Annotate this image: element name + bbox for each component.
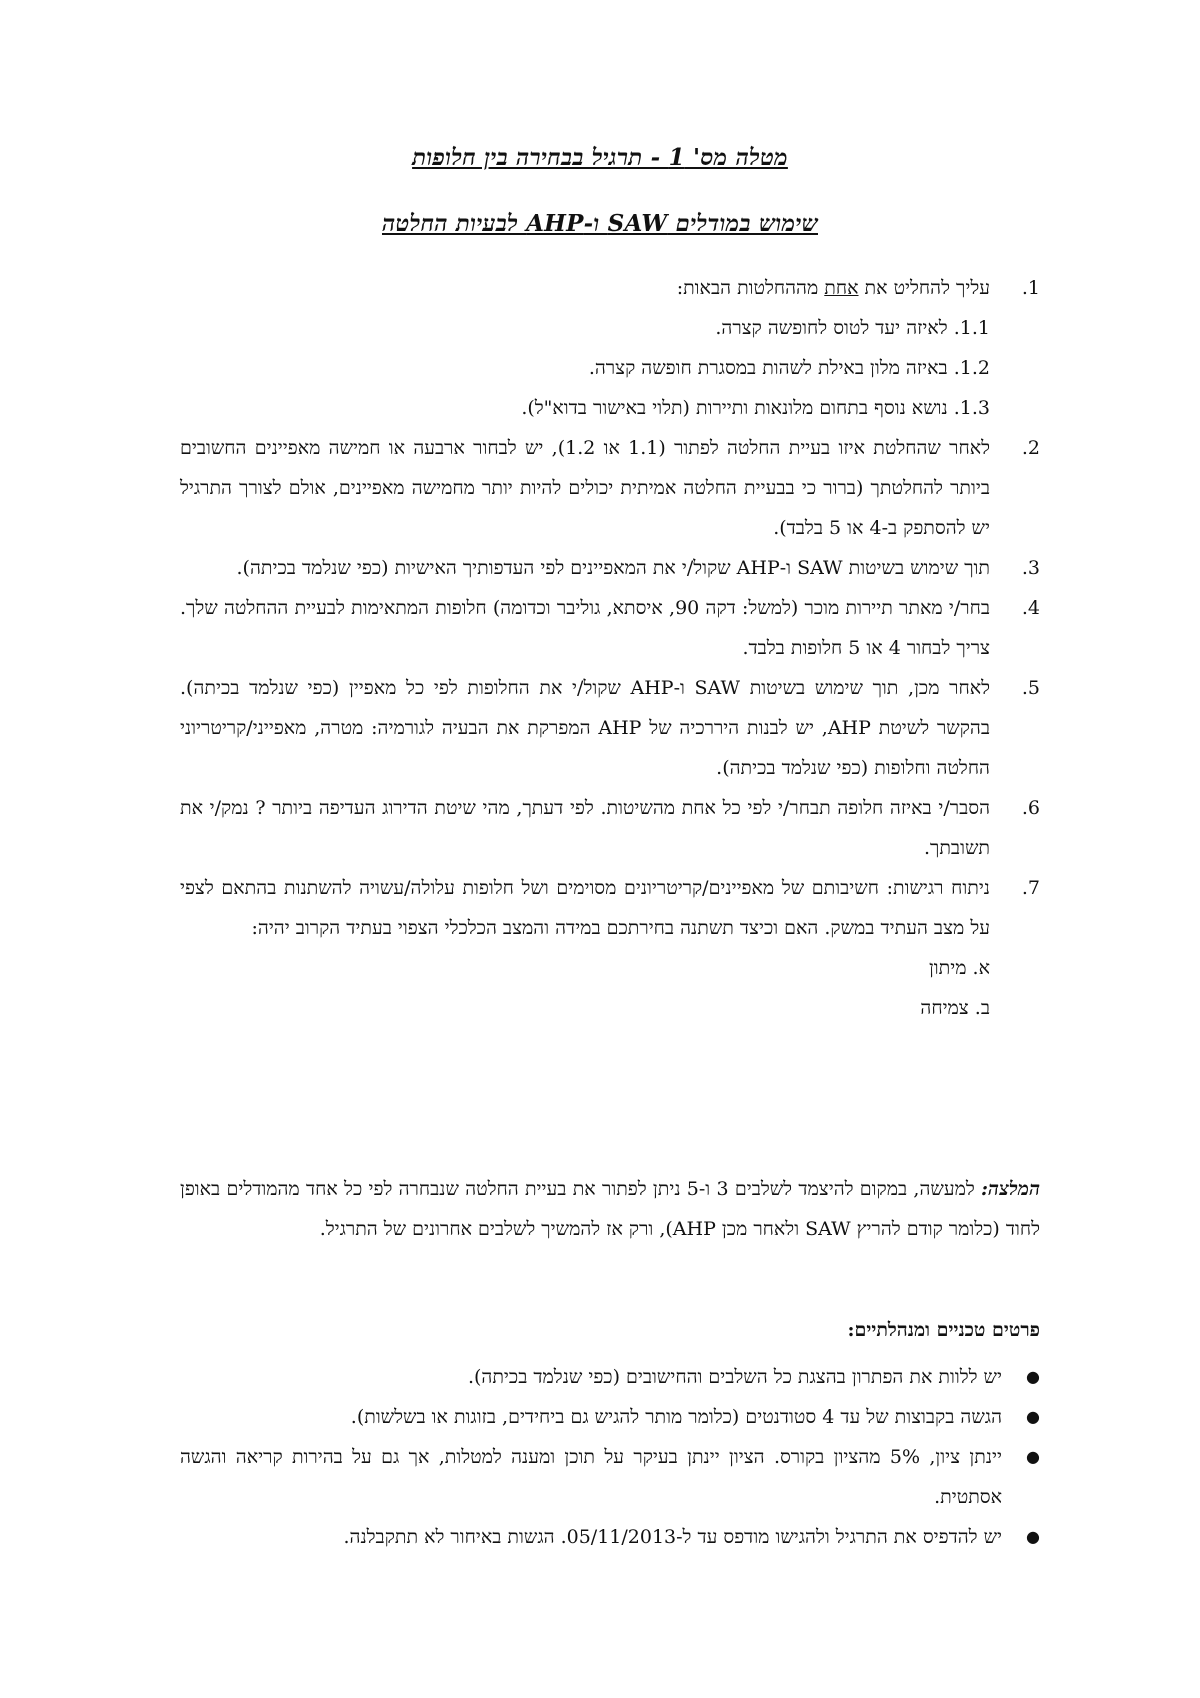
page-title: מטלה מס' 1 - תרגיל בבחירה בין חלופות (412, 144, 788, 171)
page-subtitle: שימוש במודלים SAW ו-AHP לבעיות החלטה (381, 210, 818, 237)
emphasis-underline: אחת (824, 277, 859, 299)
list-item-4: 4. בחר/י מאתר תיירות מוכר (למשל: דקה 90, איסתא, גוליבר וכדומה) חלופות המתאימות לבעיית ההחלטה שלך. צריך לבחור 4 או 5 חלופות בלבד. (180, 597, 1040, 659)
bullet-item: ● יינתן ציון, 5% מהציון בקורס. הציון יינתן בעיקר על תוכן ומענה למטלות, אך גם על בהירות קריאה והגשה אסתטית. (180, 1437, 1040, 1517)
bullet-item: ● הגשה בקבוצות של עד 4 סטודנטים (כלומר מותר להגיש גם ביחידים, בזוגות או בשלשות). (180, 1397, 1040, 1437)
bullet-icon: ● (1026, 1407, 1040, 1426)
sub-item-1-1: 1.1. לאיזה יעד לטוס לחופשה קצרה. (715, 317, 990, 339)
sub-item-1-2: 1.2. באיזה מלון באילת לשהות במסגרת חופשה קצרה. (588, 357, 990, 379)
recommendation-label: המלצה: (981, 1178, 1040, 1200)
recommendation-text: למעשה, במקום להיצמד לשלבים 3 ו-5 ניתן לפתור את בעיית החלטה שנבחרה לפי כל אחד מהמודלים באופן לחוד (כלומר קודם להריץ SAW ולאחר מכן AHP), ורק אז להמשיך לשלבים אחרונים של התרגיל. (180, 1178, 1040, 1240)
option-recession: א. מיתון (928, 957, 990, 979)
recommendation-paragraph (180, 1169, 1040, 1249)
list-item-2: 2. לאחר שהחלטת איזו בעיית החלטה לפתור (1.1 או 1.2), יש לבחור ארבעה או חמישה מאפיינים החשובים ביותר להחלטתך (ברור כי בבעיית החלטה אמיתית יכולים להיות יותר מחמישה מאפיינים, אולם לצורך התרגיל יש להסתפק ב-4 או 5 בלבד). (180, 437, 1040, 539)
bullet-item: ● יש ללוות את הפתרון בהצגת כל השלבים והחישובים (כפי שנלמד בכיתה). (180, 1357, 1040, 1397)
bullet-icon: ● (1026, 1527, 1040, 1546)
bullet-icon: ● (1026, 1447, 1040, 1466)
list-item-7: 7. ניתוח רגישות: חשיבותם של מאפיינים/קריטריונים מסוימים ושל חלופות עלולה/עשויה להשתנות בהתאם לצפי על מצב העתיד במשק. האם וכיצד תשתנה בחירתכם במידה והמצב הכלכלי הצפוי בעתיד הקרוב יהיה: (180, 877, 1040, 939)
list-item-3: 3. תוך שימוש בשיטות SAW ו-AHP שקול/י את המאפיינים לפי העדפותיך האישיות (כפי שנלמד בכיתה). (236, 557, 1040, 579)
technical-details-heading: פרטים טכניים ומנהלתיים: (847, 1319, 1040, 1341)
bullet-list (180, 1357, 1040, 1557)
option-growth: ב. צמיחה (920, 997, 990, 1019)
list-item-6: 6. הסבר/י באיזה חלופה תבחר/י לפי כל אחת מהשיטות. לפי דעתך, מהי שיטת הדירוג העדיפה ביותר ? נמק/י את תשובתך. (180, 797, 1040, 859)
list-item-5: 5. לאחר מכן, תוך שימוש בשיטות SAW ו-AHP שקול/י את החלופות לפי כל מאפיין (כפי שנלמד בכיתה). בהקשר לשיטת AHP, יש לבנות היררכיה של AHP המפרקת את הבעיה לגורמיה: מטרה, מאפייני/קריטריוני החלטה וחלופות (כפי שנלמד בכיתה). (180, 677, 1040, 779)
sub-item-1-3: 1.3. נושא נוסף בתחום מלונאות ותיירות (תלוי באישור בדוא"ל). (521, 397, 990, 419)
numbered-list (180, 268, 1040, 1028)
list-item-1: 1. עליך להחליט את אחת מההחלטות הבאות: (676, 277, 1040, 299)
bullet-icon: ● (1026, 1367, 1040, 1386)
bullet-item: ● יש להדפיס את התרגיל ולהגישו מודפס עד ל-05/11/2013. הגשות באיחור לא תתקבלנה. (180, 1517, 1040, 1557)
